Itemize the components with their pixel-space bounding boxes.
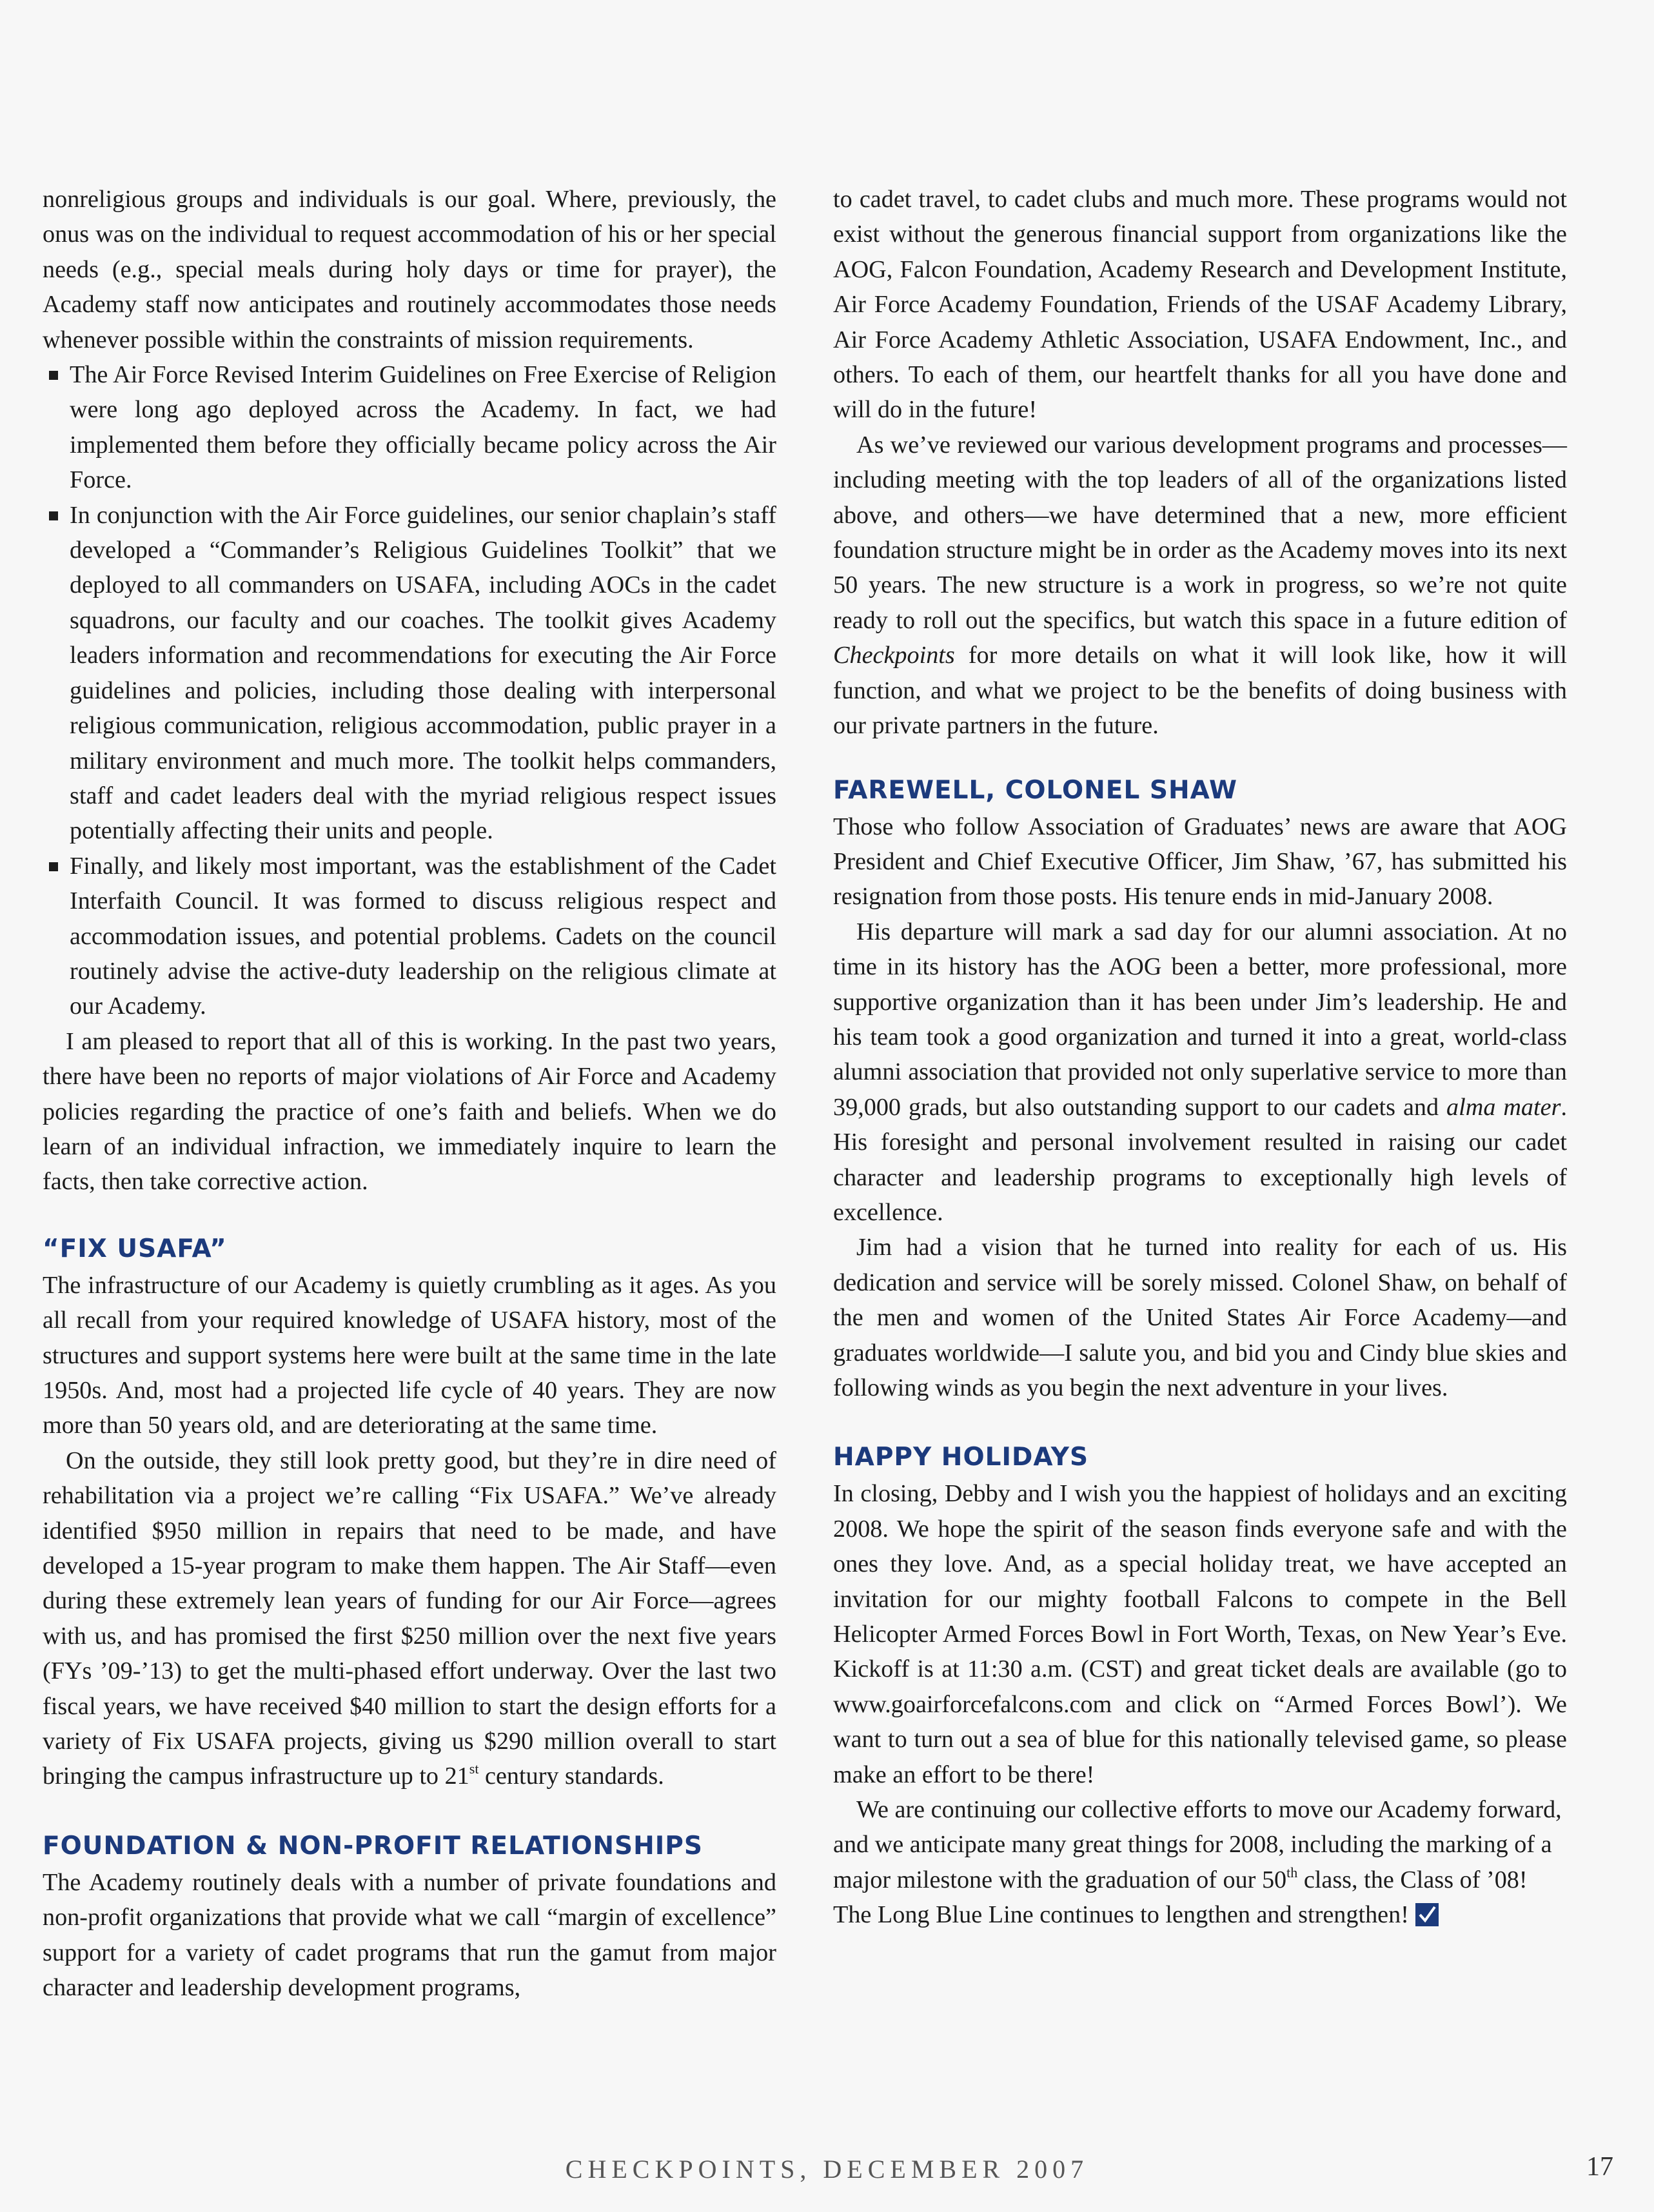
paragraph-holidays-1: In closing, Debby and I wish you the happiest of holidays and an exciting 2008. We hope the spirit of the season finds everyone safe and with the ones they love. And, as a special holiday treat, we have accepted an invitation for our mighty football Falcons to compete in the Bell Helicopter Armed Forces Bowl in Fort Worth, Texas, on New Year’s Eve. Kickoff is at 11:30 a.m. (CST) and great ticket deals are available (go to www.goairforcefalcons.com and click on “Armed Forces Bowl’). We want to turn out a sea of blue for this nationally televised game, so please make an effort to be there! bbox=[833, 1480, 1567, 1788]
paragraph-fix-2-text: On the outside, they still look pretty good, but they’re in dire need of rehabilitation via a project we’re calling “Fix USAFA.” We’ve already identified $950 million in repairs that need to be made, and have developed a 15-year program to make them happen. The Air Staff—even during these extremely lean years of funding for our Air Force—agrees with us, and has promised the first $250 million over the next five years (FYs ’09-’13) to get the multi-phased effort underway. Over the last two fiscal years, we have received $40 million to start the design efforts for a variety of Fix USAFA projects, giving us $290 million overall to start bringing the campus infrastructure up to 21 bbox=[43, 1447, 776, 1790]
paragraph-shaw-2-tail: . His foresight and personal involvement resulted in raising our cadet character and leadership programs to exceptionally high levels of excellence. bbox=[833, 1093, 1567, 1226]
paragraph-foundation-2 bbox=[833, 428, 1567, 744]
page-footer: CHECKPOINTS, DECEMBER 2007 bbox=[565, 2155, 1089, 2184]
paragraph-holidays-2 bbox=[833, 1792, 1567, 1933]
paragraph-working: I am pleased to report that all of this is working. In the past two years, there have been no reports of major violations of Air Force and Academy policies regarding the practice of one’s faith and beliefs. When we do learn of an individual infraction, we immediately inquire to learn the facts, then take corrective action. bbox=[43, 1027, 776, 1196]
section-heading-farewell: FAREWELL, COLONEL SHAW bbox=[833, 775, 1238, 805]
checkbox-icon bbox=[1415, 1903, 1439, 1926]
publication-title: Checkpoints bbox=[833, 642, 955, 669]
paragraph-foundation-2-tail: for more details on what it will look like, how it will function, and what we project to be the benefits of doing business with our private partners in the future. bbox=[833, 642, 1567, 740]
paragraph-shaw-2-text: His departure will mark a sad day for our alumni association. At no time in its history has the AOG been a better, more professional, more supportive organization than it has been under Jim’s leadership. He and his team took a good organization and turned it into a great, world-class alumni association that provided not only superlative service to more than 39,000 grads, but also outstanding support to our cadets and bbox=[833, 918, 1567, 1121]
superscript: st bbox=[469, 1761, 479, 1777]
paragraph-shaw-2 bbox=[833, 914, 1567, 1230]
paragraph-holidays-2-tail: class, the Class of ’08! The Long Blue Line continues to lengthen and strengthen! bbox=[833, 1866, 1528, 1929]
superscript: th bbox=[1286, 1864, 1298, 1881]
right-column bbox=[833, 182, 1567, 1933]
list-item bbox=[43, 498, 776, 849]
paragraph-foundation-1: The Academy routinely deals with a number of private foundations and non-profit organizations that provide what we call “margin of excellence” support for a variety of cadet programs that run the gamut from major character and leadership development programs, bbox=[43, 1868, 776, 2002]
paragraph-holidays-2-text: We are continuing our collective efforts to move our Academy forward, and we anticipate many great things for 2008, including the marking of a major milestone with the graduation of our 50 bbox=[833, 1796, 1562, 1893]
section-heading-holidays: HAPPY HOLIDAYS bbox=[833, 1443, 1089, 1472]
list-item bbox=[43, 849, 776, 1024]
latin-phrase: alma mater bbox=[1446, 1093, 1561, 1121]
section-heading-fix-usafa: “FIX USAFA” bbox=[43, 1234, 227, 1263]
bullet-text: In conjunction with the Air Force guidelines, our senior chaplain’s staff developed a “Commander’s Religious Guidelines Toolkit” that we deployed to all commanders on USAFA, including AOCs in the cadet squadrons, our faculty and our coaches. The toolkit gives Academy leaders information and recommendations for executing the Air Force guidelines and policies, including those dealing with interpersonal religious communication, religious accommodation, public prayer in a military environment and much more. The toolkit helps commanders, staff and cadet leaders deal with the myriad religious respect issues potentially affecting their units and people. bbox=[70, 501, 776, 845]
left-column bbox=[43, 182, 776, 2006]
paragraph-shaw-1: Those who follow Association of Graduates’ news are aware that AOG President and Chief Executive Officer, Jim Shaw, ’67, has submitted his resignation from those posts. His tenure ends in mid-January 2008. bbox=[833, 813, 1567, 911]
list-item bbox=[43, 357, 776, 498]
paragraph-foundation-2-text: As we’ve reviewed our various development programs and processes—including meeting with the top leaders of all of the organizations listed above, and others—we have determined that a new, more efficient foundation structure might be in order as the Academy moves into its next 50 years. The new structure is a work in progress, so we’re not quite ready to roll out the specifics, but watch this space in a future edition of bbox=[833, 431, 1567, 634]
bullet-text: Finally, and likely most important, was the establishment of the Cadet Interfaith Council. It was formed to discuss religious respect and accommodation issues, and potential problems. Cadets on the council routinely advise the active-duty leadership on the religious climate at our Academy. bbox=[70, 852, 776, 1020]
bullet-text: The Air Force Revised Interim Guidelines on Free Exercise of Religion were long ago deployed across the Academy. In fact, we had implemented them before they officially became policy across the Air Force. bbox=[70, 361, 776, 494]
square-bullet-icon bbox=[49, 371, 58, 380]
section-heading-foundation: FOUNDATION & NON-PROFIT RELATIONSHIPS bbox=[43, 1831, 703, 1861]
bullet-list bbox=[43, 357, 776, 1024]
page-number: 17 bbox=[1586, 2152, 1613, 2182]
square-bullet-icon bbox=[49, 862, 58, 871]
square-bullet-icon bbox=[49, 511, 58, 520]
paragraph-fix-1: The infrastructure of our Academy is quietly crumbling as it ages. As you all recall from your required knowledge of USAFA history, most of the structures and support systems here were built at the same time in the late 1950s. And, most had a projected life cycle of 40 years. They are now more than 50 years old, and are deteriorating at the same time. bbox=[43, 1271, 776, 1439]
paragraph-intro-continued: nonreligious groups and individuals is our goal. Where, previously, the onus was on the individual to request accommodation of his or her special needs (e.g., special meals during holy days or time for prayer), the Academy staff now anticipates and routinely accommodates those needs whenever possible within the constraints of mission requirements. bbox=[43, 186, 776, 353]
paragraph-fix-2-tail: century standards. bbox=[478, 1763, 664, 1790]
paragraph-foundation-continued: to cadet travel, to cadet clubs and much more. These programs would not exist without the generous financial support from organizations like the AOG, Falcon Foundation, Academy Research and Development Institute, Air Force Academy Foundation, Friends of the USAF Academy Library, Air Force Academy Athletic Association, USAFA Endowment, Inc., and others. To each of them, our heartfelt thanks for all you have done and will do in the future! bbox=[833, 186, 1567, 424]
paragraph-shaw-3: Jim had a vision that he turned into reality for each of us. His dedication and service will be sorely missed. Colonel Shaw, on behalf of the men and women of the United States Air Force Academy—and graduates worldwide—I salute you, and bid you and Cindy blue skies and following winds as you begin the next adventure in your lives. bbox=[833, 1234, 1567, 1401]
paragraph-fix-2 bbox=[43, 1443, 776, 1794]
